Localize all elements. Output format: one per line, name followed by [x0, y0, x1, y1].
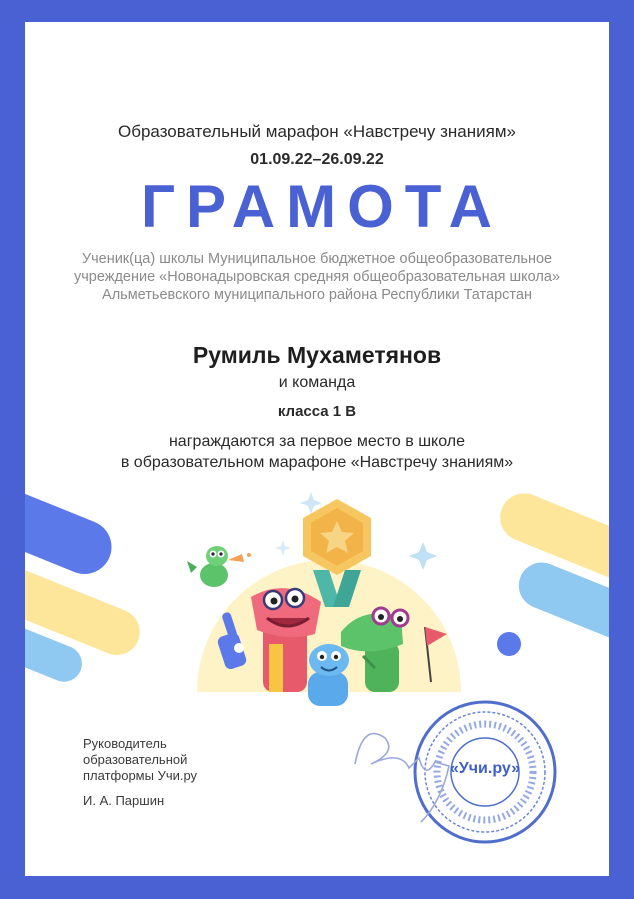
recipient-name: Румиль Мухаметянов: [192, 342, 442, 368]
blue-dot: [497, 632, 521, 656]
sparkle-icon: [409, 542, 437, 570]
team-line: и команда: [278, 374, 356, 391]
blue-dragon-icon: [308, 644, 349, 706]
left-blue-stripe: [25, 476, 120, 582]
role-line: образовательной: [83, 752, 188, 767]
school-line: Альметьевского муниципального района Республики Татарстан: [102, 287, 532, 303]
signatory-name: И. А. Паршин: [83, 793, 165, 808]
school-line: учреждение «Новонадыровская средняя общеобразовательная школа»: [73, 269, 560, 285]
role-line: Руководитель: [83, 736, 167, 751]
marathon-line: Образовательный марафон «Навстречу знаниям»: [118, 122, 516, 141]
award-text: [25, 431, 609, 473]
award-line: награждаются за первое место в школе: [168, 433, 466, 450]
stamp-logo-text: «Учи.ру»: [449, 760, 521, 777]
role-line: платформы Учи.ру: [83, 768, 198, 783]
certificate-title: ГРАМОТА: [141, 173, 503, 240]
certificate-sheet: [25, 22, 609, 876]
signatory-role: [83, 736, 197, 784]
school-line: Ученик(ца) школы Муниципальное бюджетное общеобразовательное: [81, 251, 553, 267]
dates: 01.09.22–26.09.22: [250, 151, 384, 168]
school-description: [25, 250, 609, 304]
class-line: класса 1 В: [277, 403, 357, 420]
small-dragon-icon: [187, 546, 251, 587]
award-line: в образовательном марафоне «Навстречу знаниям»: [120, 454, 514, 471]
sparkle-icon: [275, 540, 291, 556]
